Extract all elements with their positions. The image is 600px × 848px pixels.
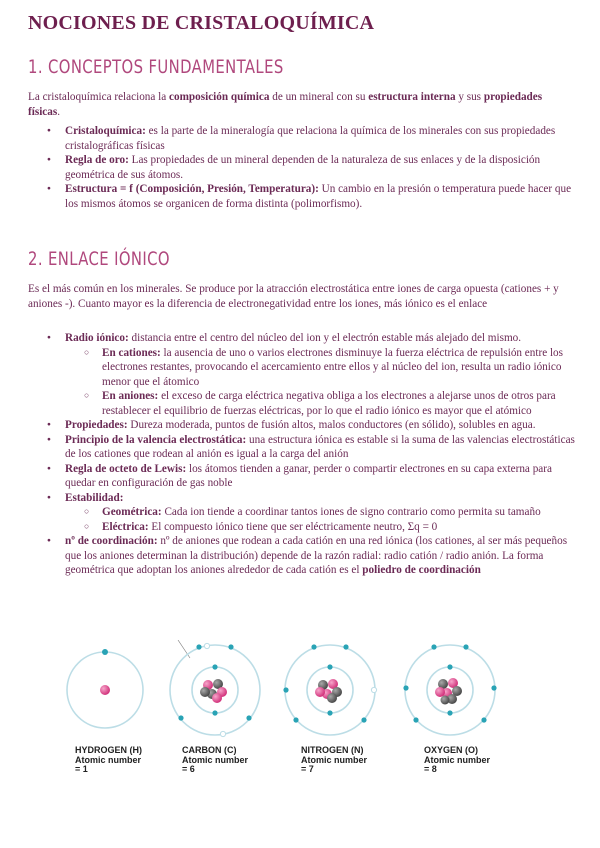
section1-bullet-list: [28, 124, 576, 211]
bullet-text: los átomos tienden a ganar, perder o compartir electrones en su capa externa para quedar en configuración de gas noble: [65, 462, 552, 489]
intro-bold: propiedades físicas: [28, 91, 543, 118]
bullet-text: la ausencia de uno o varios electrones disminuye la fuerza eléctrica de repulsión entre los electrones restantes, provocando el acercamiento entre ellos y al núcleo del ion, resulta un radio iónico menor que el átomico: [102, 346, 564, 388]
atom-number-label: Atomic number: [75, 754, 142, 765]
section2-intro: Es el más común en los minerales. Se produce por la atracción electrostática entre iones de carga opuesta (cationes + y aniones -). Cuanto mayor es la diferencia de electronegatividad entre los iones, más iónico es el enlace: [28, 283, 559, 310]
page-title: NOCIONES DE CRISTALOQUÍMICA: [28, 12, 375, 34]
atom-number-label: Atomic number: [301, 754, 368, 765]
list-item: [28, 182, 576, 211]
bullet-term: Regla de octeto de Lewis:: [65, 462, 187, 475]
nitrogen-atom: [283, 644, 376, 735]
list-item: [65, 520, 576, 535]
intro-text: y sus: [455, 91, 484, 103]
list-item: [65, 346, 576, 390]
oxygen-label: [424, 746, 490, 775]
list-item: [28, 331, 576, 418]
carbon-atom: [170, 640, 260, 737]
hydrogen-label: [75, 746, 142, 775]
list-item: [65, 389, 576, 418]
list-item: [28, 153, 576, 182]
atom-diagrams: [60, 640, 560, 780]
bullet-term: Propiedades:: [65, 419, 128, 431]
atom-name: NITROGEN (N): [301, 745, 364, 755]
bullet-term: nº de coordinación:: [65, 535, 158, 547]
bullet-text: Un cambio en la presión o temperatura puede hacer que los mismos átomos se organicen de forma distinta (polimorfismo).: [65, 183, 572, 210]
atom-number-label: Atomic number: [424, 754, 491, 765]
bullet-text: Cada ion tiende a coordinar tantos iones de signo contrario como permita su tamaño: [161, 506, 541, 518]
atom-number-value: = 7: [301, 764, 314, 774]
bullet-text: El compuesto iónico tiene que ser eléctricamente neutro, Σq = 0: [148, 520, 438, 533]
intro-text: La cristaloquímica relaciona la: [28, 91, 170, 103]
oxygen-atom: [403, 644, 496, 735]
atom-name: HYDROGEN (H): [75, 745, 142, 755]
atom-name: CARBON (C): [182, 745, 237, 755]
intro-text: de un mineral con su: [269, 91, 369, 103]
bullet-term: Cristaloquímica:: [65, 125, 146, 137]
bullet-term: Regla de oro:: [65, 154, 129, 166]
bullet-text: nº de aniones que rodean a cada catión en una red iónica (los cationes, al ser más pequeños que los aniones determinan la distribución) depende de la razón radial: radio catión / radio anión. La forma geométrica que adoptan los aniones alrededor de cada catión es el: [65, 535, 568, 576]
atom-number-value: = 1: [75, 764, 88, 774]
bullet-text: es la parte de la mineralogía que relaciona la química de los minerales con sus propiedades cristalográficas físicas: [65, 125, 556, 152]
bullet-term: Estructura = f (Composición, Presión, Temperatura):: [65, 183, 319, 195]
bullet-term: Principio de la valencia electrostática:: [65, 433, 247, 446]
nitrogen-label: [301, 746, 367, 775]
list-item: [65, 505, 576, 520]
list-item: [28, 534, 576, 578]
section1-intro: [28, 90, 576, 119]
bullet-text: distancia entre el centro del núcleo del ion y el electrón estable más alejado del mismo.: [128, 332, 522, 344]
atom-illustration: [60, 640, 560, 750]
section2-bullet-list: [28, 331, 576, 578]
list-item: [28, 124, 576, 153]
atom-number-value: = 6: [182, 764, 195, 774]
section-heading-conceptos: 1. CONCEPTOS FUNDAMENTALES: [28, 56, 284, 78]
bullet-term: poliedro de coordinación: [362, 564, 481, 576]
list-item: [28, 491, 576, 535]
hydrogen-atom: [67, 649, 143, 728]
list-item: [28, 433, 576, 462]
bullet-term: En aniones:: [102, 390, 159, 402]
atom-number-label: Atomic number: [182, 754, 249, 765]
bullet-text: el exceso de carga eléctrica negativa obliga a los electrones a alejarse unos de otros para restablecer el equilibrio de fuerzas eléctricas, por lo que el radio iónico es mayor que el atómico: [102, 390, 556, 417]
atom-name: OXYGEN (O): [424, 745, 479, 755]
estabilidad-sub-list: [65, 505, 576, 534]
intro-text: .: [57, 105, 61, 118]
carbon-label: [182, 746, 248, 775]
intro-bold: estructura interna: [368, 91, 456, 103]
bullet-term: Estabilidad:: [65, 491, 124, 504]
list-item: [28, 418, 576, 433]
bullet-term: Geométrica:: [102, 506, 162, 518]
intro-bold: composición química: [169, 91, 270, 103]
bullet-term: Radio iónico:: [65, 332, 129, 344]
atom-number-value: = 8: [424, 764, 437, 774]
bullet-term: Eléctrica:: [102, 520, 149, 533]
radio-sub-list: [65, 346, 576, 419]
bullet-text: Las propiedades de un mineral dependen de la naturaleza de sus enlaces y de la disposición geométrica de sus átomos.: [65, 154, 541, 181]
bullet-text: una estructura iónica es estable si la suma de las valencias electrostáticas de los cationes que rodean al anión es igual a la carga del anión: [65, 433, 575, 460]
bullet-term: En cationes:: [102, 346, 161, 359]
list-item: [28, 462, 576, 491]
bullet-text: Dureza moderada, puntos de fusión altos, malos conductores (en sólido), solubles en agua.: [127, 419, 536, 431]
section-heading-enlace-ionico: 2. ENLACE IÓNICO: [28, 248, 170, 270]
